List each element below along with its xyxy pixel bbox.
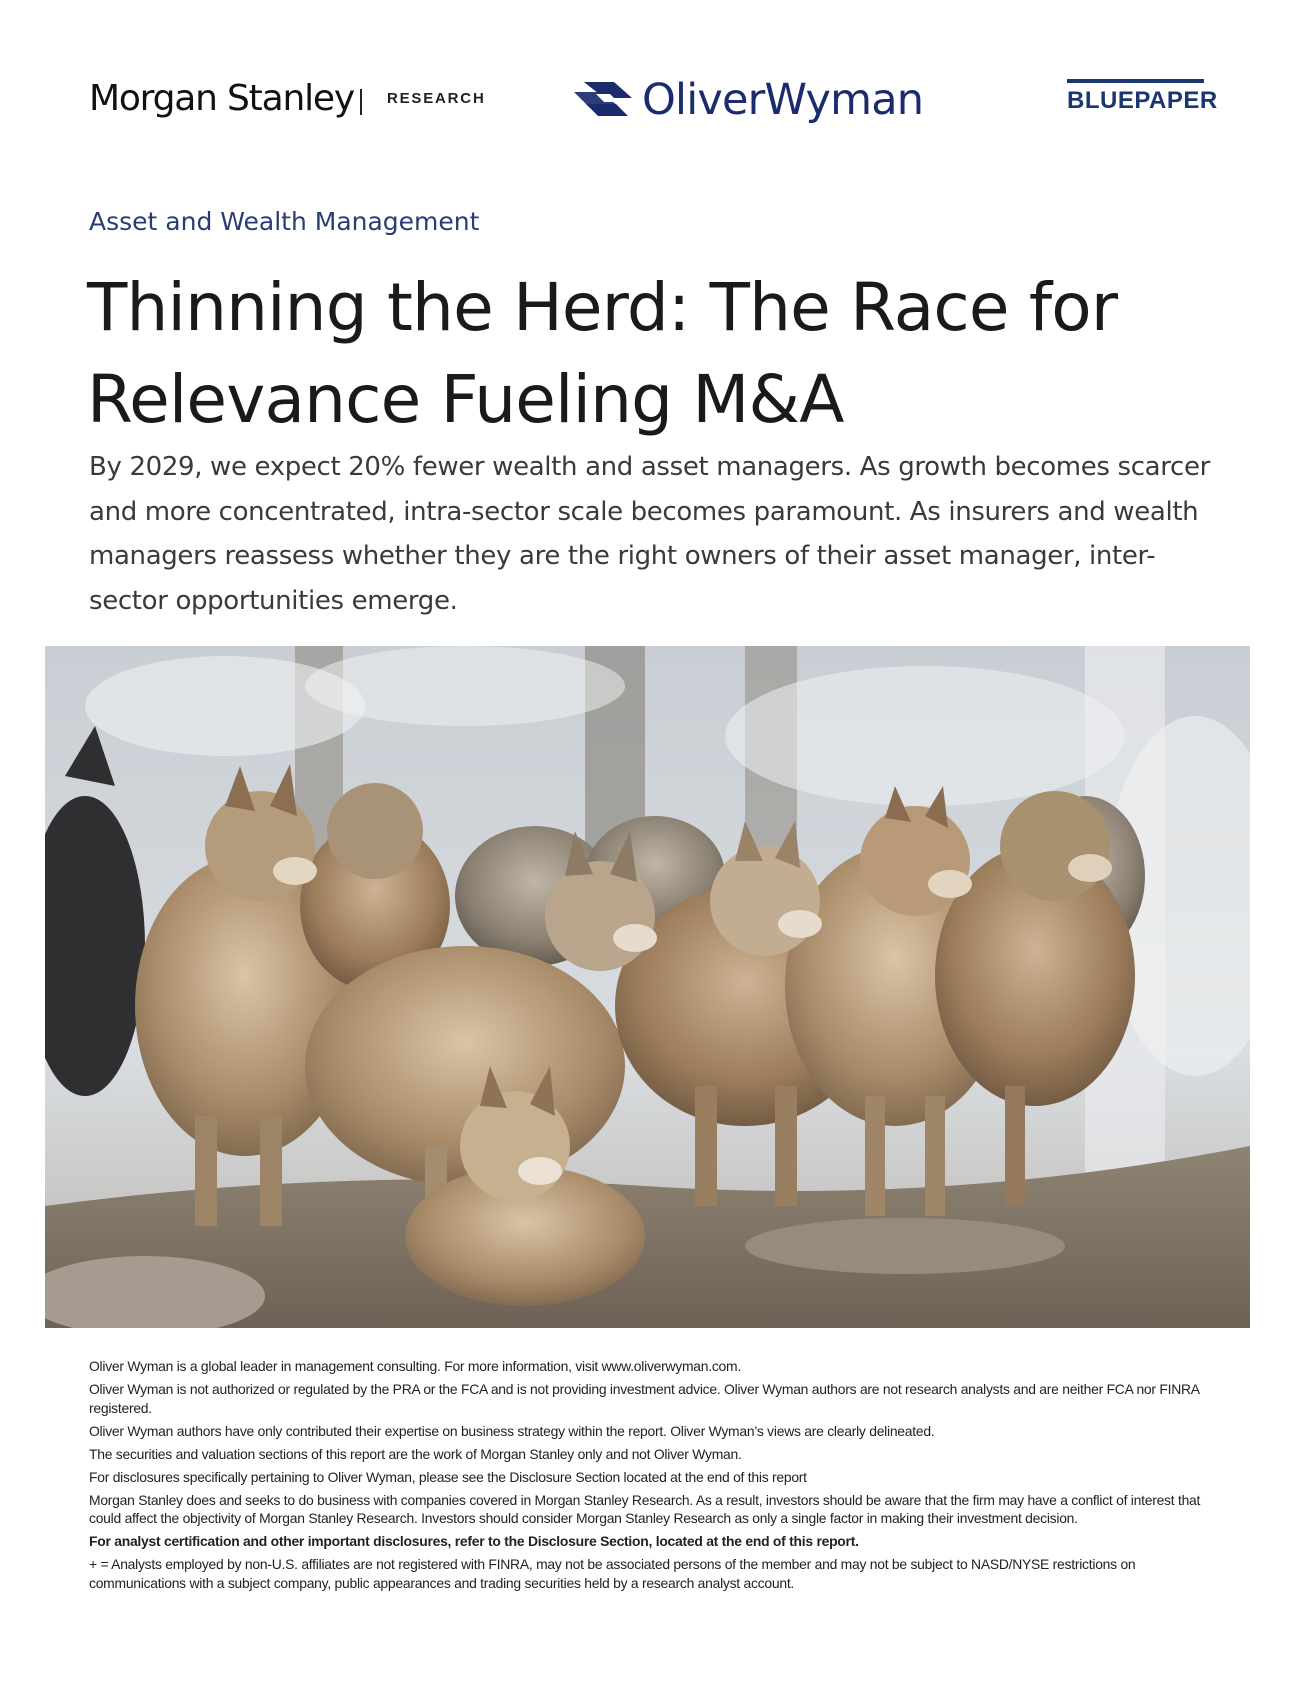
research-label: RESEARCH: [387, 90, 486, 107]
oliver-wyman-mark-icon: [574, 82, 632, 120]
disclosure-text: Morgan Stanley does and seeks to do business with companies covered in Morgan Stanley Research. As a result, investors should be aware that the firm may have a conflict of interest that could affect the objectivity of Morgan Stanley Research. Investors should consider Morgan Stanley Research as only a single factor in making their investment decision.: [89, 1491, 1201, 1526]
disclosure-text: Oliver Wyman is a global leader in management consulting. For more information, visit www.oliverwyman.com.: [89, 1358, 741, 1374]
bluepaper-badge: [1067, 79, 1218, 115]
disclosure-text: The securities and valuation sections of this report are the work of Morgan Stanley only and not Oliver Wyman.: [89, 1445, 742, 1462]
disclosures: [89, 1357, 1214, 1597]
oliver-wyman-wordmark: OliverWyman: [642, 75, 924, 125]
bluepaper-label: BLUEPAPER: [1067, 87, 1218, 114]
category-label: Asset and Wealth Management: [89, 207, 480, 236]
disclosure-text: + = Analysts employed by non-U.S. affiliates are not registered with FINRA, may not be associated persons of the member and may not be subject to NASD/NYSE restrictions on communications with a subject company, public appearances and trading securities held by a research analyst account.: [89, 1556, 1136, 1591]
masthead: [89, 75, 1218, 125]
report-title: Thinning the Herd: The Race for Relevance Fueling M&A: [87, 269, 1118, 438]
disclosure-text: Oliver Wyman is not authorized or regulated by the PRA or the FCA and is not providing investment advice. Oliver Wyman authors are not research analysts and are neither FCA nor FINRA registered.: [89, 1381, 1200, 1416]
disclosure-text: For disclosures specifically pertaining to Oliver Wyman, please see the Disclosure Section located at the end of this report: [89, 1468, 807, 1485]
analyst-certification-note: For analyst certification and other important disclosures, refer to the Disclosure Section, located at the end of this report.: [89, 1533, 859, 1549]
hero-image: [45, 646, 1250, 1328]
bluepaper-rule: [1067, 79, 1204, 83]
disclosure-text: Oliver Wyman authors have only contributed their expertise on business strategy within the report. Oliver Wyman’s views are clearly delineated.: [89, 1422, 935, 1439]
masthead-divider: [360, 89, 362, 115]
morgan-stanley-logo: Morgan Stanley: [89, 78, 354, 119]
report-summary: By 2029, we expect 20% fewer wealth and asset managers. As growth becomes scarcer and more concentrated, intra-sector scale becomes paramount. As insurers and wealth managers reassess whether they are the right owners of their asset manager, inter-sector opportunities emerge.: [89, 452, 1210, 616]
